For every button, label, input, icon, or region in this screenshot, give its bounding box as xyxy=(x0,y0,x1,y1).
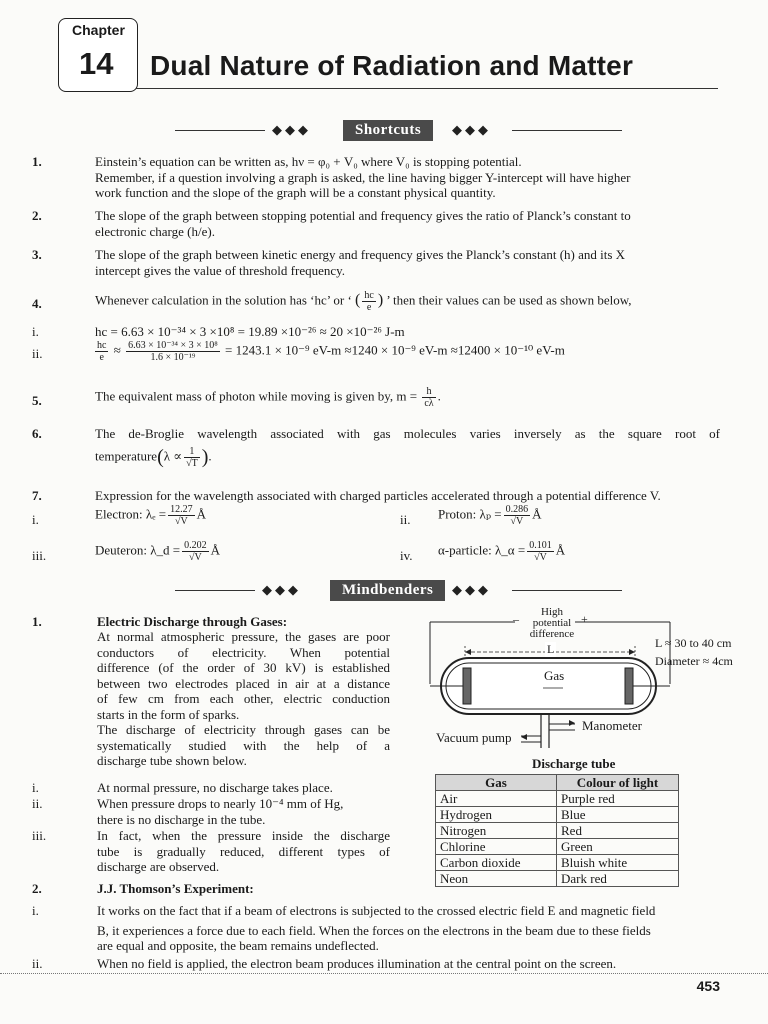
diamonds-left: ◆◆◆ xyxy=(262,582,301,597)
text: . xyxy=(208,448,212,464)
banner-rule-left xyxy=(175,590,255,591)
text-line: The slope of the graph between stopping potential and frequency gives the ratio of Planck’s constant to xyxy=(95,208,631,223)
colour-cell: Purple red xyxy=(557,791,679,807)
gas-cell: Chlorine xyxy=(436,839,557,855)
mindbenders-banner: Mindbenders xyxy=(330,580,445,601)
formula-hc-over-e xyxy=(93,340,565,363)
item-number: 6. xyxy=(32,426,42,441)
shortcut-6: The de-Broglie wavelength associated with gas molecules varies inversely as the square root of xyxy=(95,426,720,441)
shortcut-1 xyxy=(95,154,720,201)
fraction-denominator: √T xyxy=(186,458,198,469)
item-number: 4. xyxy=(32,296,42,311)
text: λ ∝ xyxy=(163,448,183,464)
electrode-anode xyxy=(625,668,633,704)
table-row xyxy=(436,791,679,807)
text: Proton: λₚ = xyxy=(438,506,502,522)
item-number: iii. xyxy=(32,548,47,563)
text: . xyxy=(437,388,441,404)
text-line: B, it experiences a force due to each field. When the forces on the electrons in the beam due to these fields xyxy=(97,922,651,938)
gas-cell: Carbon dioxide xyxy=(436,855,557,871)
text-line: In fact, when the pressure inside the discharge xyxy=(97,828,390,843)
text-line: tube is gradually reduced, different types of xyxy=(97,843,390,859)
item-number: iv. xyxy=(400,548,413,563)
item-number: 2. xyxy=(32,208,42,223)
minus-sign: – xyxy=(513,612,519,626)
fraction-denominator: cλ xyxy=(424,398,434,409)
colour-cell: Blue xyxy=(557,807,679,823)
unit: Å xyxy=(555,542,566,558)
text-line: there is no discharge in the tube. xyxy=(97,811,266,827)
banner-rule-right xyxy=(512,130,622,131)
vacuum-pump-label: Vacuum pump xyxy=(436,730,512,745)
formula-alpha xyxy=(438,540,565,563)
text: = 1243.1 × 10⁻⁹ eV-m ≈1240 × 10⁻⁹ eV-m ≈12400 × 10⁻¹⁰ eV-m xyxy=(225,342,565,358)
table-header-row xyxy=(436,775,679,791)
text-line: potential xyxy=(532,617,572,629)
gas-cell: Nitrogen xyxy=(436,823,557,839)
column-header-gas: Gas xyxy=(436,775,557,791)
text: α-particle: λ_α = xyxy=(438,542,526,558)
text: Deuteron: λ_d = xyxy=(95,542,181,558)
colour-cell: Green xyxy=(557,839,679,855)
fraction-numerator: hc xyxy=(97,340,107,351)
text: The equivalent mass of photon while moving is given by, m = xyxy=(95,388,418,404)
length-label: L xyxy=(547,642,555,656)
text-line: discharge are observed. xyxy=(97,859,220,874)
gas-cell: Air xyxy=(436,791,557,807)
fraction-denominator: √V xyxy=(510,516,524,527)
gas-colour-table xyxy=(435,774,679,887)
vacuum-arrow xyxy=(521,734,527,740)
diamonds-right: ◆◆◆ xyxy=(452,582,491,597)
text-line: are equal and opposite, the beam remains undeflected. xyxy=(97,938,379,953)
fraction-numerator: h xyxy=(422,386,435,398)
text-line: difference (of the order of 30 kV) is established xyxy=(97,660,390,675)
text-line: work function and the slope of the graph will be a constant physical quantity. xyxy=(95,185,496,200)
plus-sign: + xyxy=(581,612,588,626)
text-line: of few cm from each other, electric conduction xyxy=(97,691,390,706)
shortcuts-banner: Shortcuts xyxy=(343,120,433,141)
diamonds-right: ◆◆◆ xyxy=(452,122,491,137)
text-line: difference xyxy=(529,628,575,640)
text-line: starts in the form of sparks. xyxy=(97,706,240,722)
text-line: When pressure drops to nearly 10⁻⁴ mm of Hg, xyxy=(97,796,344,811)
fraction-denominator: √V xyxy=(175,516,188,527)
colour-cell: Dark red xyxy=(557,871,679,887)
fraction-numerator: 1 xyxy=(184,446,200,458)
fraction-numerator: 6.63 × 10⁻³⁴ × 3 × 10⁸ xyxy=(128,340,218,351)
mindbender-1-body xyxy=(97,629,390,769)
high-potential-label xyxy=(522,607,582,640)
chapter-number: 14 xyxy=(79,46,114,81)
text: ’ then their values can be used as shown below, xyxy=(386,292,632,308)
table-row xyxy=(436,823,679,839)
unit: Å xyxy=(210,542,221,558)
formula-deuteron xyxy=(95,540,220,563)
shortcut-6-formula: temperature(λ ∝ $\frac{1}{√T}$ ). xyxy=(95,445,212,469)
title-underline xyxy=(136,88,718,89)
text-line: between two electrodes placed in air at a distance xyxy=(97,675,390,691)
unit: Å xyxy=(532,506,542,522)
gas-label: Gas xyxy=(544,668,565,683)
table-row xyxy=(436,855,679,871)
text-line: Remember, if a question involving a graph is asked, the line having bigger Y-intercept will have higher xyxy=(95,169,631,185)
diagram-caption: Discharge tube xyxy=(532,756,616,771)
item-number: i. xyxy=(32,780,39,795)
fraction-denominator: √V xyxy=(189,552,202,563)
text: temperature xyxy=(95,448,158,464)
chapter-label: Chapter xyxy=(72,22,125,38)
tube-outer xyxy=(441,658,656,714)
diamonds-left: ◆◆◆ xyxy=(272,122,311,137)
fraction-numerator: 0.286 xyxy=(505,504,529,515)
mindbender-2-title: J.J. Thomson’s Experiment: xyxy=(97,881,254,896)
text-line: intercept gives the value of threshold frequency. xyxy=(95,262,346,278)
fraction-denominator: e xyxy=(366,302,372,313)
colour-cell: Bluish white xyxy=(557,855,679,871)
text: Electron: λₑ = xyxy=(95,506,167,522)
mindbender-1-point-iii xyxy=(97,828,390,875)
mindbender-1-title: Electric Discharge through Gases: xyxy=(97,614,288,629)
colour-cell: Red xyxy=(557,823,679,839)
formula-electron xyxy=(95,504,206,527)
text-line: It works on the fact that if a beam of electrons is subjected to the crossed electric field E and magnetic field xyxy=(97,903,656,918)
table-row xyxy=(436,871,679,887)
item-number: 1. xyxy=(32,154,42,169)
text-line: systematically studied with the help of a xyxy=(97,737,390,753)
item-number: 3. xyxy=(32,247,42,262)
item-number: i. xyxy=(32,903,39,918)
text-line: conductors of electricity. When potential xyxy=(97,644,390,660)
text-line: At normal atmospheric pressure, the gases are poor xyxy=(97,629,390,644)
fraction-denominator: 1.6 × 10⁻¹⁹ xyxy=(150,352,196,363)
footer-rule xyxy=(0,973,768,974)
text-line: High xyxy=(541,606,563,618)
text-line: Einstein’s equation can be written as, hν = φ₀ + V₀ where V₀ is stopping potential. xyxy=(95,154,522,169)
unit: Å xyxy=(196,506,207,522)
item-number: ii. xyxy=(32,346,43,361)
text-line: discharge tube shown below. xyxy=(97,753,247,768)
manometer-label: Manometer xyxy=(582,718,642,733)
mindbender-1-point-i: At normal pressure, no discharge takes place. xyxy=(97,780,333,795)
table-row xyxy=(436,807,679,823)
arrow-left xyxy=(465,649,471,655)
item-number: 2. xyxy=(32,881,42,896)
shortcut-4: Whenever calculation in the solution has ‘hc’ or ‘ ( $\frac{hc}{e}$ ) ’ then their values can be used as shown below, xyxy=(95,290,632,313)
item-number: 7. xyxy=(32,488,42,503)
fraction-numerator: 12.27 xyxy=(170,504,193,515)
mindbender-1-point-ii xyxy=(97,796,343,827)
table-row xyxy=(436,839,679,855)
shortcut-2 xyxy=(95,208,720,239)
item-number: iii. xyxy=(32,828,47,843)
banner-rule-right xyxy=(512,590,622,591)
item-number: i. xyxy=(32,512,39,527)
fraction-numerator: 0.101 xyxy=(529,540,552,551)
shortcut-5 xyxy=(95,386,441,409)
item-number: ii. xyxy=(32,796,43,811)
text-line: The discharge of electricity through gases can be xyxy=(97,722,390,737)
page-number: 453 xyxy=(696,978,720,994)
shortcut-3 xyxy=(95,247,720,278)
manometer-arrow xyxy=(569,720,575,726)
page-title: Dual Nature of Radiation and Matter xyxy=(150,50,634,81)
text: Whenever calculation in the solution has ‘hc’ or ‘ xyxy=(95,292,352,308)
fraction-denominator: √V xyxy=(534,552,547,563)
item-number: i. xyxy=(32,324,39,339)
text-line: The slope of the graph between kinetic energy and frequency gives the Planck’s constant (h) and its X xyxy=(95,247,626,262)
tube-diameter: Diameter ≈ 4cm xyxy=(655,654,733,668)
arrow-right xyxy=(629,649,635,655)
fraction-denominator: e xyxy=(99,352,104,363)
gas-cell: Hydrogen xyxy=(436,807,557,823)
column-header-colour: Colour of light xyxy=(557,775,679,791)
formula-proton xyxy=(438,504,542,527)
item-number: 5. xyxy=(32,393,42,408)
mindbender-2-point-ii: When no field is applied, the electron beam produces illumination at the central point on the screen. xyxy=(97,956,617,971)
mindbender-2-point-i xyxy=(97,903,722,954)
fraction-numerator: 0.202 xyxy=(184,540,207,551)
formula-hc: hc = 6.63 × 10⁻³⁴ × 3 ×10⁸ = 19.89 ×10⁻²⁶ ≈ 20 ×10⁻²⁶ J-m xyxy=(95,324,405,339)
text: ≈ xyxy=(113,342,121,358)
shortcut-7: Expression for the wavelength associated with charged particles accelerated through a potential difference V. xyxy=(95,488,661,503)
electrode-cathode xyxy=(463,668,471,704)
fraction-numerator: hc xyxy=(364,290,374,301)
item-number: ii. xyxy=(32,956,43,971)
item-number: 1. xyxy=(32,614,42,629)
item-number: ii. xyxy=(400,512,411,527)
banner-rule-left xyxy=(175,130,265,131)
text-line: electronic charge (h/e). xyxy=(95,223,215,239)
tube-length: L ≈ 30 to 40 cm xyxy=(655,636,732,650)
gas-cell: Neon xyxy=(436,871,557,887)
